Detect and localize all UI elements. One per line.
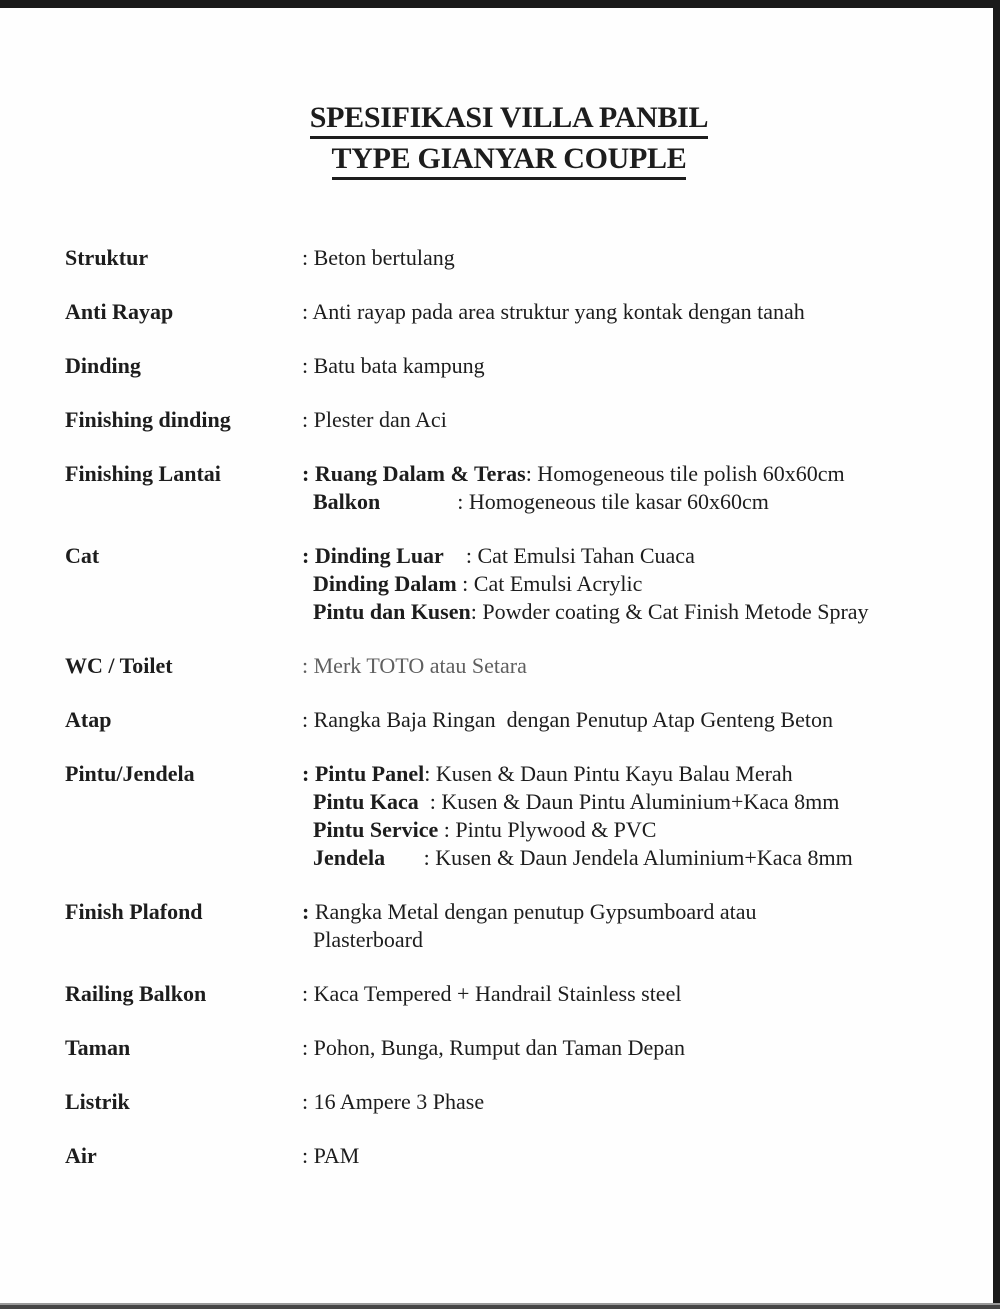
- spec-row-label: Atap: [65, 707, 112, 732]
- spec-row: [65, 1088, 953, 1116]
- spec-rows: [65, 244, 953, 1170]
- spec-row-label: WC / Toilet: [65, 653, 173, 678]
- spec-text: Plasterboard: [302, 927, 423, 952]
- spec-value-line: [302, 1142, 953, 1170]
- spec-row-value: [302, 460, 953, 516]
- title-line-2: TYPE GIANYAR COUPLE: [332, 143, 687, 180]
- spec-value-line: [302, 898, 953, 926]
- spec-row-label: Cat: [65, 543, 100, 568]
- spec-text: : Cat Emulsi Acrylic: [456, 571, 643, 596]
- spec-value-line: [302, 598, 953, 626]
- spec-text: : 16 Ampere 3 Phase: [302, 1089, 485, 1114]
- spec-text: : Batu bata kampung: [302, 353, 485, 378]
- spec-subkey: Pintu Kaca: [302, 789, 419, 814]
- spec-text: : PAM: [302, 1143, 360, 1168]
- spec-subkey: Pintu Service: [302, 817, 439, 842]
- spec-sheet: [0, 8, 993, 1303]
- spec-value-line: [302, 1034, 953, 1062]
- spec-text: : Cat Emulsi Tahan Cuaca: [443, 543, 695, 568]
- spec-row-label: Struktur: [65, 245, 149, 270]
- spec-row: [65, 1142, 953, 1170]
- spec-value-line: [302, 1088, 953, 1116]
- spec-row-value: [302, 760, 953, 872]
- spec-row-label: Anti Rayap: [65, 299, 174, 324]
- spec-row-label: Air: [65, 1143, 97, 1168]
- spec-row-value: [302, 898, 953, 954]
- spec-row-value: [302, 706, 953, 734]
- spec-text: : Kusen & Daun Pintu Aluminium+Kaca 8mm: [418, 789, 840, 814]
- spec-value-line: [302, 542, 953, 570]
- spec-row: [65, 1034, 953, 1062]
- spec-subkey: Balkon: [302, 489, 381, 514]
- scan-edge-bottom: [0, 1303, 1000, 1309]
- spec-row-label: Finishing Lantai: [65, 461, 221, 486]
- spec-row-label: Finish Plafond: [65, 899, 203, 924]
- spec-row-value: [302, 244, 953, 272]
- spec-value-line: [302, 816, 953, 844]
- spec-text: : Rangka Baja Ringan dengan Penutup Atap Genteng Beton: [302, 707, 833, 732]
- spec-row-label: Taman: [65, 1035, 131, 1060]
- spec-row: [65, 980, 953, 1008]
- spec-row-value: [302, 298, 953, 326]
- spec-value-line: [302, 706, 953, 734]
- spec-value-line: [302, 352, 953, 380]
- spec-subkey: Dinding Dalam: [302, 571, 457, 596]
- spec-value-line: [302, 760, 953, 788]
- spec-subkey: :: [302, 899, 310, 924]
- spec-row-value: [302, 1142, 953, 1170]
- spec-text: : Homogeneous tile polish 60x60cm: [525, 461, 845, 486]
- spec-value-line: [302, 298, 953, 326]
- spec-row: [65, 244, 953, 272]
- spec-row: [65, 898, 953, 954]
- title-line-1: SPESIFIKASI VILLA PANBIL: [310, 102, 709, 139]
- spec-text: : Anti rayap pada area struktur yang kontak dengan tanah: [302, 299, 805, 324]
- spec-text: : Merk TOTO atau Setara: [302, 653, 527, 678]
- spec-value-line: [302, 926, 953, 954]
- spec-subkey: Jendela: [302, 845, 386, 870]
- spec-subkey: : Dinding Luar: [302, 543, 444, 568]
- spec-text: : Plester dan Aci: [302, 407, 447, 432]
- spec-subkey: : Ruang Dalam & Teras: [302, 461, 526, 486]
- spec-row-label: Listrik: [65, 1089, 130, 1114]
- spec-row-value: [302, 406, 953, 434]
- spec-row-label: Pintu/Jendela: [65, 761, 195, 786]
- spec-row-label: Dinding: [65, 353, 141, 378]
- spec-row: [65, 760, 953, 872]
- scan-edge-right: [993, 8, 1000, 1304]
- spec-text: : Powder coating & Cat Finish Metode Spray: [470, 599, 869, 624]
- spec-row: [65, 298, 953, 326]
- spec-row-value: [302, 1088, 953, 1116]
- spec-row-label: Finishing dinding: [65, 407, 231, 432]
- spec-row-value: [302, 542, 953, 626]
- spec-row: [65, 352, 953, 380]
- spec-row-value: [302, 1034, 953, 1062]
- spec-value-line: [302, 460, 953, 488]
- spec-text: : Kusen & Daun Pintu Kayu Balau Merah: [424, 761, 793, 786]
- spec-row: [65, 542, 953, 626]
- spec-text: : Beton bertulang: [302, 245, 455, 270]
- spec-value-line: [302, 406, 953, 434]
- spec-row: [65, 706, 953, 734]
- spec-value-line: [302, 652, 953, 680]
- spec-value-line: [302, 488, 953, 516]
- document-title: [65, 102, 953, 184]
- spec-text: : Pohon, Bunga, Rumput dan Taman Depan: [302, 1035, 686, 1060]
- spec-row: [65, 460, 953, 516]
- spec-value-line: [302, 788, 953, 816]
- spec-text: : Kaca Tempered + Handrail Stainless steel: [302, 981, 682, 1006]
- spec-value-line: [302, 244, 953, 272]
- spec-value-line: [302, 570, 953, 598]
- spec-subkey: : Pintu Panel: [302, 761, 425, 786]
- spec-row-value: [302, 652, 953, 680]
- spec-text: Rangka Metal dengan penutup Gypsumboard atau: [309, 899, 757, 924]
- spec-row-label: Railing Balkon: [65, 981, 207, 1006]
- spec-subkey: Pintu dan Kusen: [302, 599, 471, 624]
- spec-text: : Pintu Plywood & PVC: [438, 817, 657, 842]
- spec-row: [65, 406, 953, 434]
- spec-row: [65, 652, 953, 680]
- scan-edge-top: [0, 0, 1000, 8]
- spec-value-line: [302, 844, 953, 872]
- spec-value-line: [302, 980, 953, 1008]
- spec-row-value: [302, 352, 953, 380]
- spec-text: : Homogeneous tile kasar 60x60cm: [380, 489, 769, 514]
- spec-text: : Kusen & Daun Jendela Aluminium+Kaca 8mm: [385, 845, 853, 870]
- spec-row-value: [302, 980, 953, 1008]
